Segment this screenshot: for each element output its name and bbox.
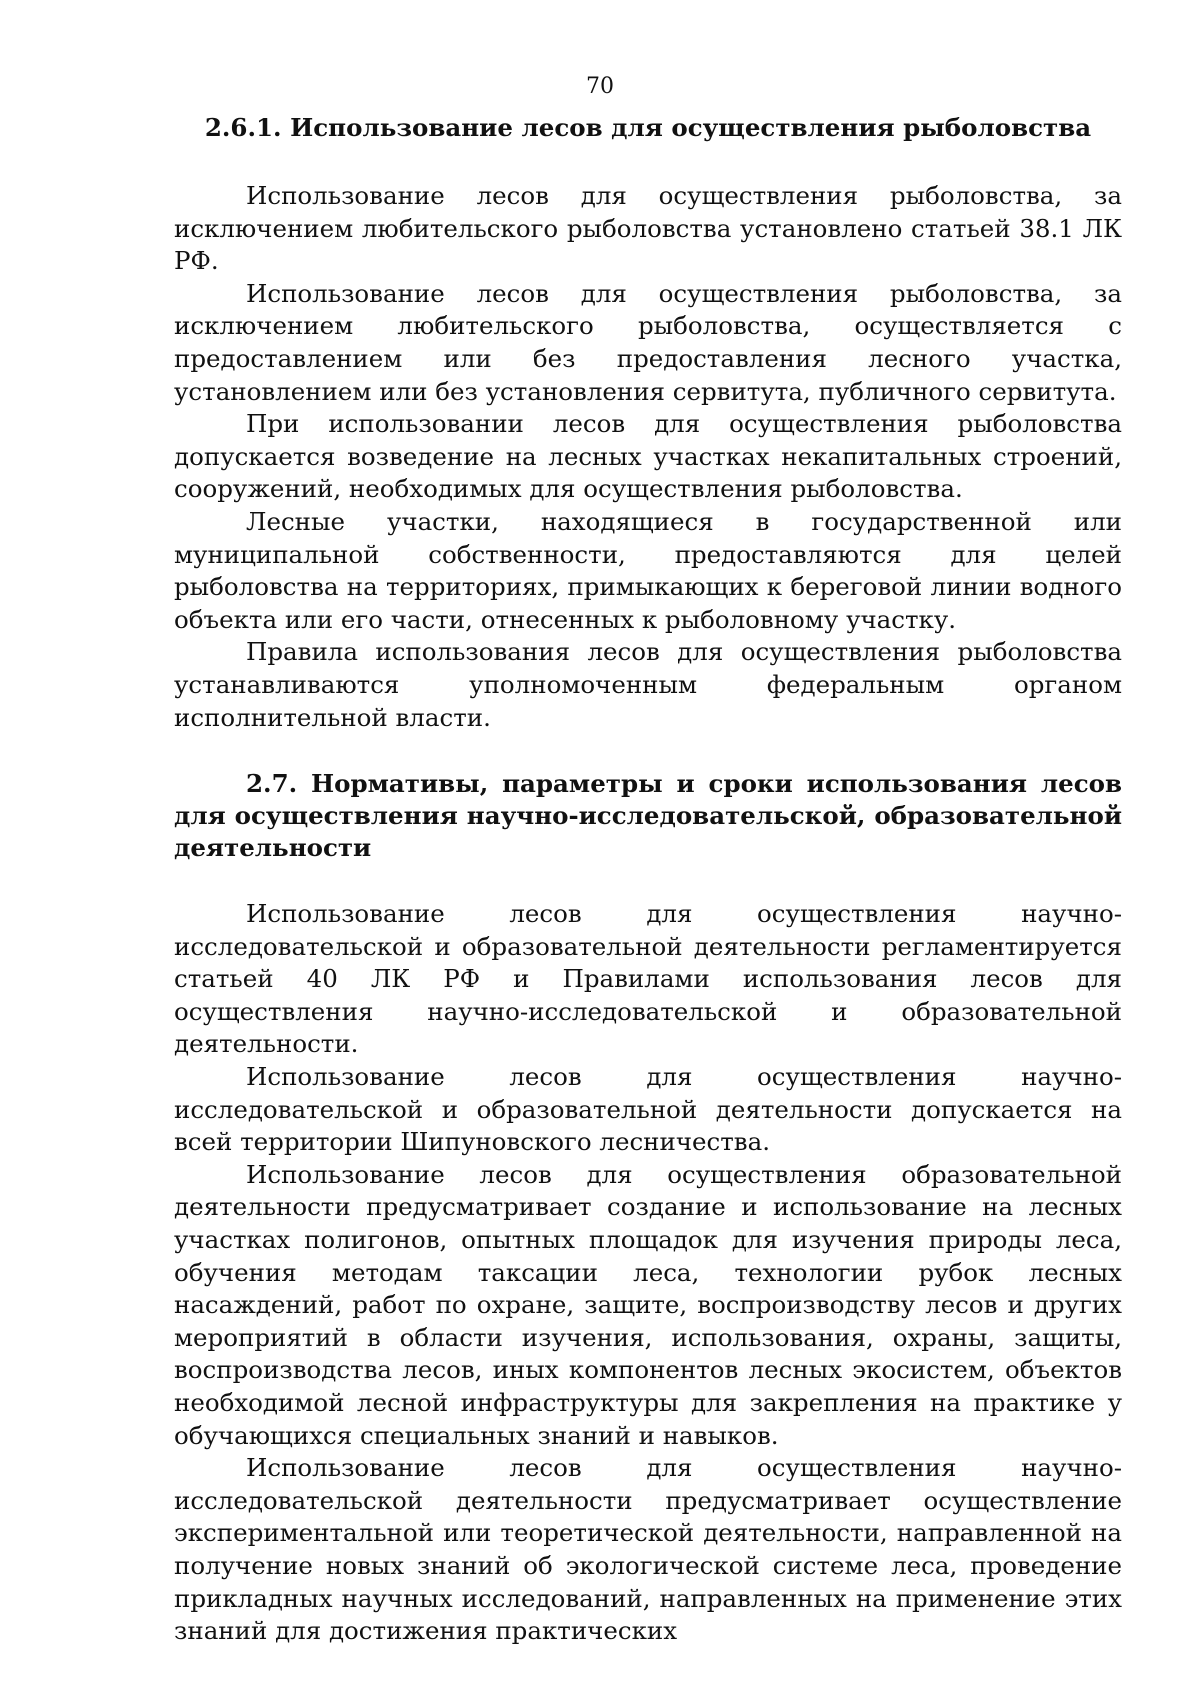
- paragraph: Использование лесов для осуществления научно-исследовательской и образовательной деятельности допускается на всей территории Шипуновского лесничества.: [174, 1062, 1122, 1157]
- paragraph: Использование лесов для осуществления научно-исследовательской деятельности предусматривает осуществление экспериментальной или теоретической деятельности, направленной на получение новых знаний об экологической системе леса, проведение прикладных научных исследований, направленных на применение этих знаний для достижения практических: [174, 1453, 1122, 1646]
- paragraph: Использование лесов для осуществления рыболовства, за исключением любительского рыболовства, осуществляется с предоставлением или без предоставления лесного участка, установлением или без установления сервитута, публичного сервитута.: [174, 278, 1122, 406]
- page-content: [174, 112, 1122, 1648]
- paragraph: Лесные участки, находящиеся в государственной или муниципальной собственности, предоставляются для целей рыболовства на территориях, примыкающих к береговой линии водного объекта или его части, отнесенных к рыболовному участку.: [174, 506, 1122, 634]
- section-title-research: 2.7. Нормативы, параметры и сроки использования лесов для осуществления научно-исследовательской, образовательной деятельности: [174, 769, 1122, 863]
- paragraph: Правила использования лесов для осуществления рыболовства устанавливаются уполномоченным федеральным органом исполнительной власти.: [174, 637, 1122, 732]
- paragraph: Использование лесов для осуществления образовательной деятельности предусматривает создание и использование на лесных участках полигонов, опытных площадок для изучения природы леса, обучения методам таксации леса, технологии рубок лесных насаждений, работ по охране, защите, воспроизводству лесов и других мероприятий в области изучения, использования, охраны, защиты, воспроизводства лесов, иных компонентов лесных экосистем, объектов необходимой лесной инфраструктуры для закрепления на практике у обучающихся специальных знаний и навыков.: [174, 1159, 1122, 1450]
- paragraph: Использование лесов для осуществления научно-исследовательской и образовательной деятельности регламентируется статьей 40 ЛК РФ и Правилами использования лесов для осуществления научно-исследовательской и образовательной деятельности.: [174, 899, 1122, 1059]
- section-title-fishing: 2.6.1. Использование лесов для осуществления рыболовства: [204, 113, 1092, 142]
- paragraph: При использовании лесов для осуществления рыболовства допускается возведение на лесных участках некапитальных строений, сооружений, необходимых для осуществления рыболовства.: [174, 409, 1122, 504]
- page-number: 70: [586, 74, 614, 99]
- paragraph: Использование лесов для осуществления рыболовства, за исключением любительского рыболовства установлено статьей 38.1 ЛК РФ.: [174, 181, 1122, 276]
